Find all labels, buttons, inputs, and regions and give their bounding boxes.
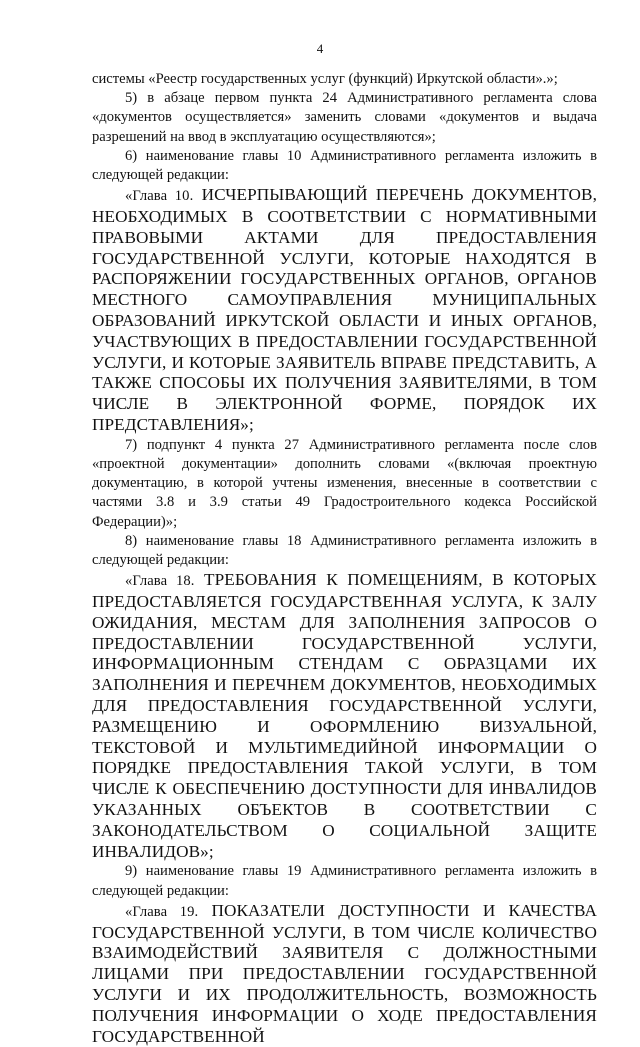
- paragraph-item-7: 7) подпункт 4 пункта 27 Административного регламента после слов «проектной документации» дополнить словами «(включая проектную документацию, в которой учтены изменения, внесенные в соответствии с частями 3.8 и 3.9 статьи 49 Градостроительного кодекса Российской Федерации)»;: [92, 436, 597, 530]
- chapter-18-label: «Глава 18.: [125, 573, 195, 590]
- chapter-10-text: ИСЧЕРПЫВАЮЩИЙ ПЕРЕЧЕНЬ ДОКУМЕНТОВ, НЕОБХОДИМЫХ В СООТВЕТСТВИИ С НОРМАТИВНЫМИ ПРАВОВЫМИ АКТАМИ ДЛЯ ПРЕДОСТАВЛЕНИЯ ГОСУДАРСТВЕННОЙ УСЛУГИ, КОТОРЫЕ НАХОДЯТСЯ В РАСПОРЯЖЕНИИ ГОСУДАРСТВЕННЫХ ОРГАНОВ, ОРГАНОВ МЕСТНОГО САМОУПРАВЛЕНИЯ МУНИЦИПАЛЬНЫХ ОБРАЗОВАНИЙ ИРКУТСКОЙ ОБЛАСТИ И ИНЫХ ОРГАНОВ, УЧАСТВУЮЩИХ В ПРЕДОСТАВЛЕНИИ ГОСУДАРСТВЕННОЙ УСЛУГИ, И КОТОРЫЕ ЗАЯВИТЕЛЬ ВПРАВЕ ПРЕДСТАВИТЬ, А ТАКЖЕ СПОСОБЫ ИХ ПОЛУЧЕНИЯ ЗАЯВИТЕЛЯМИ, В ТОМ ЧИСЛЕ В ЭЛЕКТРОННОЙ ФОРМЕ, ПОРЯДОК ИХ ПРЕДСТАВЛЕНИЯ»;: [92, 185, 597, 434]
- paragraph-registry-continuation: системы «Реестр государственных услуг (функций) Иркутской области».»;: [92, 71, 558, 87]
- chapter-10-label: «Глава 10.: [125, 188, 194, 205]
- chapter-18-title: [92, 570, 597, 862]
- chapter-19-text: ПОКАЗАТЕЛИ ДОСТУПНОСТИ И КАЧЕСТВА ГОСУДАРСТВЕННОЙ УСЛУГИ, В ТОМ ЧИСЛЕ КОЛИЧЕСТВО ВЗАИМОДЕЙСТВИЙ ЗАЯВИТЕЛЯ С ДОЛЖНОСТНЫМИ ЛИЦАМИ ПРИ ПРЕДОСТАВЛЕНИИ ГОСУДАРСТВЕННОЙ УСЛУГИ И ИХ ПРОДОЛЖИТЕЛЬНОСТЬ, ВОЗМОЖНОСТЬ ПОЛУЧЕНИЯ ИНФОРМАЦИИ О ХОДЕ ПРЕДОСТАВЛЕНИЯ ГОСУДАРСТВЕННОЙ: [92, 900, 597, 1046]
- paragraph-item-5: 5) в абзаце первом пункта 24 Административного регламента слова «документов осуществляется» заменить словами «документов и выдача разрешений на ввод в эксплуатацию осуществляются»;: [92, 90, 597, 145]
- chapter-19-label: «Глава 19.: [125, 903, 199, 920]
- chapter-18-text: ТРЕБОВАНИЯ К ПОМЕЩЕНИЯМ, В КОТОРЫХ ПРЕДОСТАВЛЯЕТСЯ ГОСУДАРСТВЕННАЯ УСЛУГА, К ЗАЛУ ОЖИДАНИЯ, МЕСТАМ ДЛЯ ЗАПОЛНЕНИЯ ЗАПРОСОВ О ПРЕДОСТАВЛЕНИИ ГОСУДАРСТВЕННОЙ УСЛУГИ, ИНФОРМАЦИОННЫМ СТЕНДАМ С ОБРАЗЦАМИ ИХ ЗАПОЛНЕНИЯ И ПЕРЕЧНЕМ ДОКУМЕНТОВ, НЕОБХОДИМЫХ ДЛЯ ПРЕДОСТАВЛЕНИЯ ГОСУДАРСТВЕННОЙ УСЛУГИ, РАЗМЕЩЕНИЮ И ОФОРМЛЕНИЮ ВИЗУАЛЬНОЙ, ТЕКСТОВОЙ И МУЛЬТИМЕДИЙНОЙ ИНФОРМАЦИИ О ПОРЯДКЕ ПРЕДОСТАВЛЕНИЯ ТАКОЙ УСЛУГИ, В ТОМ ЧИСЛЕ К ОБЕСПЕЧЕНИЮ ДОСТУПНОСТИ ДЛЯ ИНВАЛИДОВ УКАЗАННЫХ ОБЪЕКТОВ В СООТВЕТСТВИИ С ЗАКОНОДАТЕЛЬСТВОМ О СОЦИАЛЬНОЙ ЗАЩИТЕ ИНВАЛИДОВ»;: [92, 570, 597, 861]
- chapter-19-title: [92, 901, 597, 1047]
- document-body: [92, 70, 597, 1047]
- paragraph-item-8: 8) наименование главы 18 Административного регламента изложить в следующей редакции:: [92, 532, 597, 568]
- chapter-10-title: [92, 185, 597, 436]
- paragraph-item-6: 6) наименование главы 10 Административного регламента изложить в следующей редакции:: [92, 147, 597, 184]
- page-number: 4: [316, 41, 324, 56]
- paragraph-item-9: 9) наименование главы 19 Административного регламента изложить в следующей редакции:: [92, 863, 597, 899]
